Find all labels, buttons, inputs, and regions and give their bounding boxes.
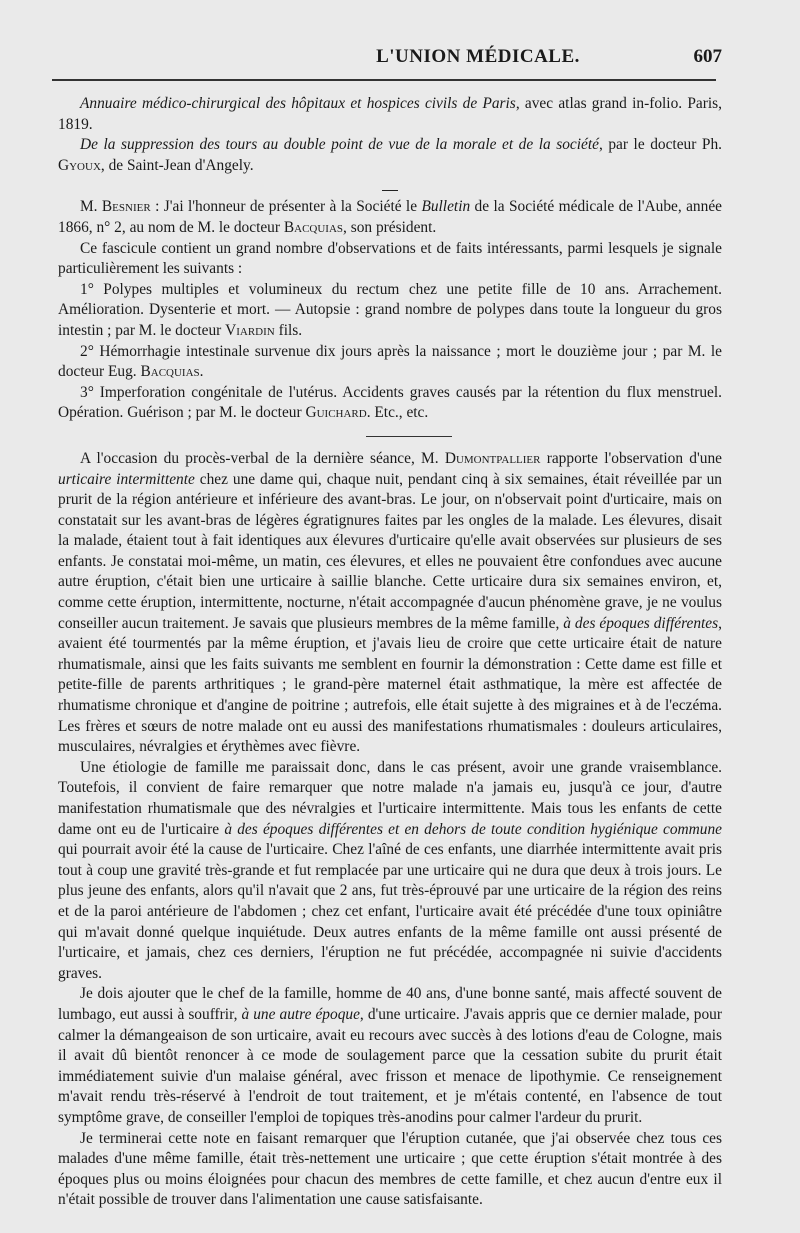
text-run: , d'une urticaire. J'avais appris que ce dernier malade, pour calmer la démangeaison de son urticaire, avait eu recours avec succès à des lotions d'eau de Cologne, mais il avait dû bientôt renoncer à ce mode de soulagement parce que la cessation subite du prurit était immédiatement suivie d'un malaise général, avec frisson et menace de lipothymie. Ce renseignement m'avait rendu très-réservé à l'endroit de tout traitement, et je m'étais contenté, en l'absence de tout symptôme grave, de conseiller l'emploi de topiques très-anodins pour calmer l'ardeur du prurit. [58,1005,722,1126]
observation-item [58,383,722,424]
dumontpallier-paragraph [58,449,722,758]
author-name: Bacquias [140,363,200,381]
reference-details: , avec atlas grand in-folio. Paris, 1819. [58,95,722,133]
italic-term: à une autre époque [241,1005,360,1023]
text-run: M. [80,198,102,216]
text-run: de la Société médicale de l'Aube, année 1866, n° 2, au nom de M. le docteur [58,198,722,236]
section-dash [382,190,398,191]
italic-term: à des époques différentes [563,614,719,632]
italic-term: à des époques différentes et en dehors de toute condition hygiénique commune [224,820,722,838]
text-run: rapporte l'observation d'une [540,449,722,467]
italic-term: urticaire intermittente [58,470,195,488]
doctor-name: Bacquias [283,218,344,236]
reference-title: De la suppression des tours au double point de vue de la morale et de la société [80,136,599,154]
page-number: 607 [693,46,722,67]
text-run: 1° Polypes multiples et volumineux du rectum chez une petite fille de 10 ans. Arrachement. Amélioration. Dysenterie et mort. — Autopsie : grand nombre de polypes dans toute la longueur du gros intestin ; par M. le docteur [58,280,722,339]
besnier-paragraph: Ce fascicule contient un grand nombre d'observations et de faits intéressants, parmi lesquels je signale particulièrement les suivants : [58,239,722,278]
text-run: 3° Imperforation congénitale de l'utérus. Accidents graves causés par la rétention du flux menstruel. Opération. Guérison ; par M. le docteur [58,383,722,422]
dumontpallier-paragraph [58,984,722,1128]
running-head [52,46,722,72]
running-title: L'UNION MÉDICALE. [376,46,580,67]
author-name: Gyoux [58,156,101,174]
speaker-name: Dumontpallier [444,449,541,467]
observation-item [58,280,722,342]
reference-title: Annuaire médico-chirurgical des hôpitaux et hospices civils de Paris [80,95,516,112]
dumontpallier-paragraph [58,758,722,985]
text-run: , son président. [343,218,437,236]
bulletin-title: Bulletin [421,198,471,216]
text-run: . Etc., etc. [366,404,429,422]
page-body [58,94,722,1211]
observation-item [58,342,722,383]
speaker-name: Besnier [101,198,151,216]
text-run: 2° Hémorrhagie intestinale survenue dix jours après la naissance ; mort le douzième jour ; par M. le docteur Eug. [58,342,722,381]
text-run: chez une dame qui, chaque nuit, pendant cinq à six semaines, était réveillée par un prurit de la région antérieure et inférieure des avant-bras. Le jour, on n'observait point d'urticaire, mais on constatait sur les avant-bras de légères égratignures faites par les ongles de la malade. Les élevures, disait la malade, étaient tout à fait identiques aux élevures d'urticaire qu'elle avait observées sur plusieurs de ses enfants. Je constatai moi-même, un matin, ces élevures, et elles ne pouvaient être confondues avec aucune autre éruption, c'était bien une urticaire à saillie blanche. Cette urticaire dura six semaines environ, et, comme cette éruption, intermittente, nocturne, n'était accompagnée d'aucun phénomène grave, je ne voulus conseiller aucun traitement. Je savais que plusieurs membres de la même famille, [58,470,722,632]
text-run: A l'occasion du procès-verbal de la dernière séance, M. [80,449,445,467]
besnier-paragraph [58,197,722,238]
reference-entry [58,94,722,135]
dumontpallier-paragraph: Je terminerai cette note en faisant remarquer que l'éruption cutanée, que j'ai observée chez tous ces malades d'une même famille, était très-nettement une urticaire ; que cette éruption s'était montrée à des époques plus ou moins éloignées pour chacun des membres de cette famille, et chez aucun d'entre eux il n'était possible de trouver dans l'alimentation une cause satisfaisante. [58,1129,722,1209]
reference-details: , de Saint-Jean d'Angely. [100,156,254,174]
reference-details: , par le docteur Ph. [598,136,722,154]
text-run: Une étiologie de famille me paraissait donc, dans le cas présent, avoir une grande vraisemblance. Toutefois, il convient de faire remarquer que notre malade n'a jamais eu, jusqu'à ce jour, d'autre manifestation rhumatismale que des névralgies et l'urticaire intermittente. Mais tous les enfants de cette dame ont eu de l'urticaire [58,758,722,838]
section-rule [366,436,452,437]
text-run: . [199,363,204,381]
text-run: : J'ai l'honneur de présenter à la Société le [150,198,422,216]
text-run: fils. [274,321,303,339]
text-run: , avaient été tourmentés par la même éruption, et j'avais lieu de croire que cette urticaire était de nature rhumatismale, ainsi que les faits suivants me semblent en fournir la démonstration : Cette dame est fille et petite-fille de parents arthritiques ; le grand-père maternel était asthmatique, la mère est affectée de rhumatisme chronique et d'angine de poitrine ; autrefois, elle était sujette à des migraines et à de l'eczéma. Les frères et sœurs de notre malade ont eu aussi des manifestations rhumatismales : douleurs articulaires, musculaires, névralgies et érythèmes avec fièvre. [58,614,722,756]
text-run: qui pourrait avoir été la cause de l'urticaire. Chez l'aîné de ces enfants, une diarrhée intermittente avait pris tout à coup une gravité très-grande et fut remplacée par une urticaire qui ne dura que deux à trois jours. Le plus jeune des enfants, alors qu'il n'avait que 2 ans, fut très-éprouvé par une urticaire de la région des reins et de la paroi antérieure de l'abdomen ; chez cet enfant, l'urticaire avait été précédée d'une toux opiniâtre qui m'avait donné quelque inquiétude. Deux autres enfants de la même famille ont aussi présenté de l'urticaire, et jamais, chez ces derniers, l'éruption ne fut précédée, accompagnée ni suivie d'accidents graves. [58,841,722,982]
reference-entry [58,135,722,176]
author-name: Guichard [305,404,367,422]
author-name: Viardin [225,321,275,339]
header-rule [52,79,716,81]
text-run: Je dois ajouter que le chef de la famille, homme de 40 ans, d'une bonne santé, mais affecté souvent de lumbago, eut aussi à souffrir, [58,985,722,1023]
